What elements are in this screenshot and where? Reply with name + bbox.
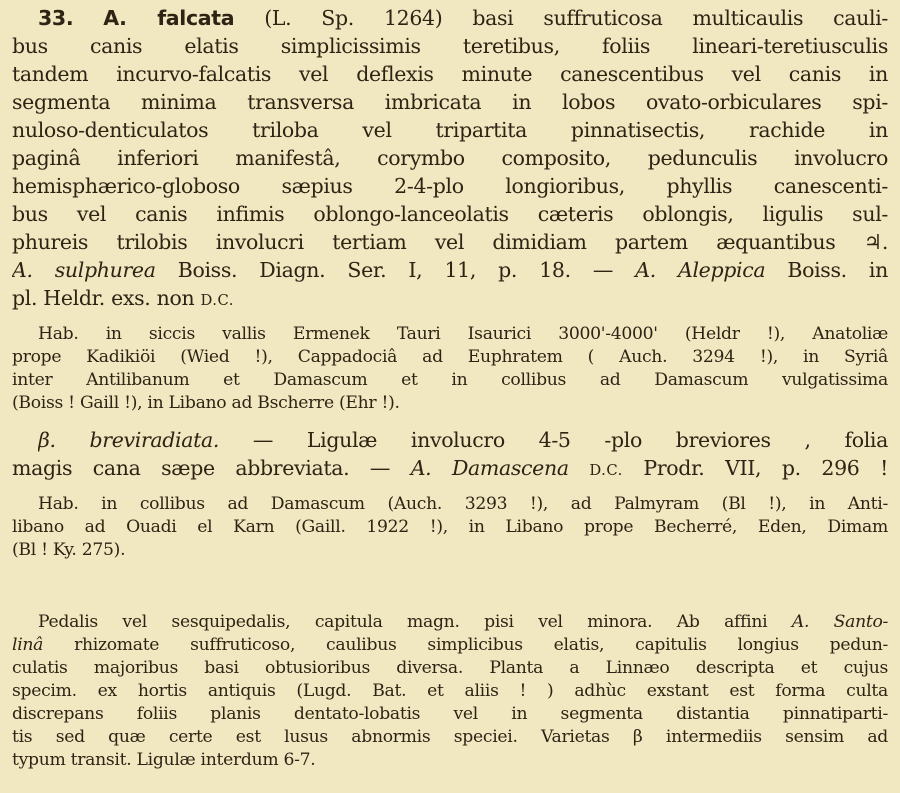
- variety-heading-line: [38, 428, 888, 452]
- habitat-line: (Boiss ! Gaill !), in Libano ad Bscherre (Ehr !).: [12, 393, 400, 413]
- author-abbreviation: D.C.: [589, 462, 623, 479]
- habitat-line: Hab. in siccis vallis Ermenek Tauri Isaurici 3000'-4000' (Heldr !), Anatoliæ: [38, 324, 888, 344]
- description-line: paginâ inferiori manifestâ, corymbo composito, pedunculis involucro: [12, 146, 888, 170]
- notes-line: [38, 612, 888, 632]
- entry-number: 33.: [38, 6, 74, 30]
- synonym-name: A. sulphurea: [12, 258, 156, 282]
- notes-line: discrepans foliis planis dentato-lobatis vel in segmenta distantia pinnatiparti-: [12, 704, 888, 724]
- description-line: nuloso-denticulatos triloba vel tripartita pinnatisectis, rachide in: [12, 118, 888, 142]
- habitat-line: Hab. in collibus ad Damascum (Auch. 3293 !), ad Palmyram (Bl !), in Anti-: [38, 494, 888, 514]
- synonym-reference: Boiss. in: [787, 258, 888, 282]
- species-reference: A. Santo-: [791, 612, 888, 632]
- notes-line: tis sed quæ certe est lusus abnormis speciei. Varietas β intermediis sensim ad: [12, 727, 888, 747]
- description-line: (L. Sp. 1264) basi suffruticosa multicaulis cauli-: [264, 6, 888, 30]
- synonym-reference: pl. Heldr. exs. non: [12, 286, 195, 310]
- description-line: tandem incurvo-falcatis vel deflexis minute canescentibus vel canis in: [12, 62, 888, 86]
- notes-line: culatis majoribus basi obtusioribus diversa. Planta a Linnæo descripta et cujus: [12, 658, 888, 678]
- description-line: bus canis elatis simplicissimis teretibus, foliis lineari-teretiusculis: [12, 34, 888, 58]
- species-reference: linâ: [12, 635, 44, 655]
- variety-description: magis cana sæpe abbreviata. —: [12, 456, 391, 480]
- notes-line: [12, 635, 888, 655]
- description-line: hemisphærico-globoso sæpius 2-4-plo longioribus, phyllis canescenti-: [12, 174, 888, 198]
- species-name: A. falcata: [103, 6, 235, 30]
- variety-label: β. breviradiata.: [38, 428, 220, 452]
- notes-line: specim. ex hortis antiquis (Lugd. Bat. et aliis ! ) adhùc exstant est forma culta: [12, 681, 888, 701]
- habitat-line: inter Antilibanum et Damascum et in collibus ad Damascum vulgatissima: [12, 370, 888, 390]
- notes-text: rhizomate suffruticoso, caulibus simplicibus elatis, capitulis longius pedun-: [74, 635, 888, 655]
- synonym-reference: Prodr. VII, p. 296 !: [643, 456, 888, 480]
- synonym-line: [12, 286, 888, 310]
- habitat-line: (Bl ! Ky. 275).: [12, 540, 126, 560]
- variety-line: [12, 456, 888, 480]
- habitat-line: prope Kadikiöi (Wied !), Cappadociâ ad Euphratem ( Auch. 3294 !), in Syriâ: [12, 347, 888, 367]
- synonym-name: A. Damascena: [410, 456, 569, 480]
- notes-line: typum transit. Ligulæ interdum 6-7.: [12, 750, 316, 770]
- habitat-line: libano ad Ouadi el Karn (Gaill. 1922 !), in Libano prope Becherré, Eden, Dimam: [12, 517, 888, 537]
- synonym-line: [12, 258, 888, 282]
- synonym-reference: Boiss. Diagn. Ser. I, 11, p. 18. —: [177, 258, 614, 282]
- description-line: phureis trilobis involucri tertiam vel dimidiam partem æquantibus ♃.: [12, 230, 888, 254]
- variety-description: — Ligulæ involucro 4-5 -plo breviores , folia: [252, 428, 888, 452]
- notes-text: Pedalis vel sesquipedalis, capitula magn. pisi vel minora. Ab affini: [38, 612, 768, 632]
- synonym-name: A. Aleppica: [635, 258, 766, 282]
- entry-heading-line: [38, 6, 888, 30]
- description-line: segmenta minima transversa imbricata in lobos ovato-orbiculares spi-: [12, 90, 888, 114]
- description-line: bus vel canis infimis oblongo-lanceolatis cæteris oblongis, ligulis sul-: [12, 202, 888, 226]
- author-abbreviation: D.C.: [200, 292, 234, 309]
